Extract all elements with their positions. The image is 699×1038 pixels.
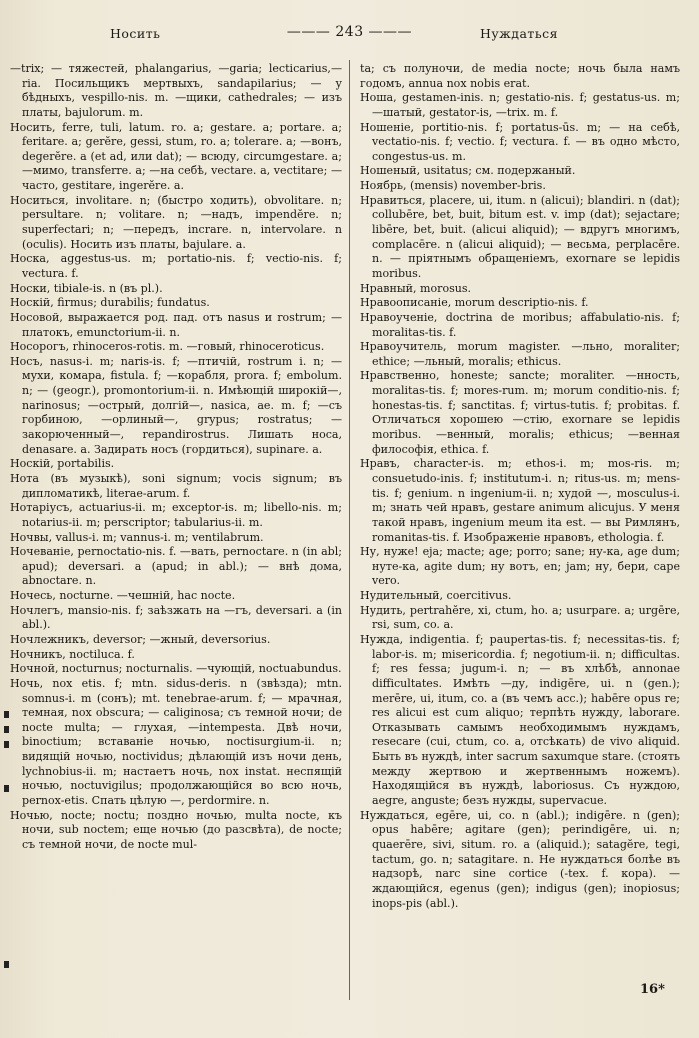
dictionary-entry: Нуждаться, egēre, ui, co. n (abl.); indigēre. n (gen); opus habēre; agitare (gen); perindigēre, ui. n; quaerēre, sivi, situm. ro. a (aliquid.); satagĕre, tegi, tactum, go. n; satagitare. n. Не нуждаться болѣе въ надзорѣ, narc sine cortice (-tex. f. кора). —ждающійся, egenus (gen); indigus (gen); inopiosus; inops-pis (abl.). [360, 808, 680, 910]
dictionary-entry: Ночной, nocturnus; nocturnalis. —чующій, noctuabundus. [10, 662, 342, 676]
dictionary-entry: Нравственно, honeste; sancte; moraliter. —нность, moralitas-tis. f; mores-rum. m; morum conditio-nis. f; honestas-tis. f; sanctitas. f; virtus-tutis. f; probitas. f. Отличаться хорошею —стію, exornare se lepidis moribus. —венный, moralis; ethicus; —венная философія, ethica. f. [360, 369, 680, 456]
dictionary-entry: Ночь, nox etis. f; mtn. sidus-deris. n (звѣзда); mtn. somnus-i. m (сонъ); mt. tenebrae-arum. f; — мрачная, темная, nox obscura; — caliginosa; съ темной ночи; de nocte multa; — глухая, —intempesta. Двѣ ночи, binoctium; вставаніе ночью, noctisurgium-ii. n; видящій ночью, noctividus; дѣлающій изъ ночи день, lychnobius-ii. m; настаетъ ночь, nox instat. неспящій ночью, noctuvigilus; продолжающійся во всю ночь, pernox-etis. Спать цѣлую —, perdormire. n. [10, 676, 342, 808]
dictionary-entry: Носовой, выражается род. пад. отъ nasus и rostrum; — платокъ, emunctorium-ii. n. [10, 310, 342, 339]
dictionary-entry: Нравный, morosus. [360, 281, 472, 295]
header-right-word: Нуждаться [480, 26, 559, 41]
dictionary-entry: —trix; — тяжестей, phalangarius, —garia; lecticarius,—ria. Посильщикъ мертвыхъ, sandapilarius; — у бѣдныхъ, vespillo-nis. m. —щики, cathedrales; — изъ платы, bajulorum. m. [10, 62, 342, 119]
margin-mark [4, 711, 9, 718]
dictionary-entry: Носки, tibiale-is. n (въ pl.). [10, 281, 163, 295]
signature-mark: 16* [640, 982, 665, 997]
dictionary-entry: Ношеніе, portitio-nis. f; portatus-ūs. m; — на себѣ, vectatio-nis. f; vectio. f; vectura. f. — въ одно мѣсто, congestus-us. m. [360, 120, 680, 163]
dictionary-entry: Ночеваніе, pernoctatio-nis. f. —вать, pernoctare. n (in abl; apud); deversari. a (apud; in abl.); — внѣ дома, abnoctare. n. [10, 545, 342, 588]
margin-mark [4, 785, 9, 792]
dictionary-entry: Носиться, involitare. n; (быстро ходить), obvolitare. n; persultare. n; volitare. n; —надъ, impendĕre. n; superfectari; n; —передъ, incrare. n, intervolare. n (oculis). Носить изъ платы, bajulare. a. [10, 193, 342, 251]
dictionary-entry: Нравъ, character-is. m; ethos-i. m; mos-ris. m; consuetudo-inis. f; institutum-i. n; ritus-us. m; mens-tis. f; genium. n ingenium-ii. n; худой —, mosculus-i. m; знать чей нравъ, gestare animum alicujus. У меня такой нравъ, ingenium meum ita est. — вы Римлянъ, romanitas-tis. f. Изображеніе нравовъ, ethologia. f. [360, 457, 680, 544]
dictionary-entry: Нужда, indigentia. f; paupertas-tis. f; necessitas-tis. f; labor-is. m; misericordia. f; negotium-ii. n; difficultas. f; res fessa; jugum-i. n; — въ хлѣбѣ, annonae difficultates. Имѣть —ду, indigēre, ui. n (gen.); merēre, ui, itum, co. a (въ чемъ acc.); habēre opus re; res alicui est cum aliquo; терпѣть нужду, laborare. Отказывать самымъ необходимымъ нуждамъ, resecare (cui, ctum, co. a, отсѣкать) de vivo aliquid. Быть въ нуждѣ, inter sacrum saxumque stare. (стоять между жертвою и жертвеннымъ ножемъ). Находящійся въ нуждѣ, laboriosus. Съ нуждою, aegre, anguste; безъ нужды, supervacue. [360, 632, 680, 808]
dictionary-entry: Нудительный, coercitivus. [360, 589, 512, 603]
column-divider [349, 60, 350, 1000]
right-column [360, 62, 680, 911]
margin-mark [4, 961, 9, 968]
dictionary-entry: Нота (въ музыкѣ), soni signum; vocis signum; въ дипломатикѣ, literae-arum. f. [10, 471, 342, 500]
dictionary-entry: Ну, нуже! eja; macte; age; porro; sane; ну-ка, age dum; нуте-ка, agite dum; ну вотъ, en; jam; ну, бери, cape vero. [360, 545, 680, 588]
dictionary-entry: Ношеный, usitatus; см. подержаный. [360, 164, 576, 178]
dictionary-entry: Ночью, nocte; noctu; поздно ночью, multa nocte, къ ночи, sub noctem; еще ночью (до разсвѣта), de nocte; съ темной ночи, de nocte mul- [10, 808, 342, 851]
dictionary-entry: Ноябрь, (mensis) november-bris. [360, 179, 546, 193]
margin-mark [4, 741, 9, 748]
left-column [10, 62, 342, 853]
dictionary-entry: Нудить, pertrahĕre, xi, ctum, ho. a; usurpare. a; urgēre, rsi, sum, co. a. [360, 603, 680, 632]
dictionary-entry: Ночлегъ, mansio-nis. f; заѣзжать на —гъ, deversari. a (in abl.). [10, 603, 342, 632]
dictionary-entry: Нравиться, placere, ui, itum. n (alicui); blandiri. n (dat); collubēre, bet, buit, bitum est. v. imp (dat); sejactare; libēre, bet, buit. (alicui aliquid); — вдругъ многимъ, complacēre. n (alicui aliquid); — весьма, perplacēre. n. — пріятнымъ обращеніемъ, exornare se lepidis moribus. [360, 193, 680, 280]
dictionary-entry: Ноша, gestamen-inis. n; gestatio-nis. f; gestatus-us. m; —шатый, gestator-is, —trix. m. f. [360, 91, 680, 119]
header-left-word: Носить [110, 26, 161, 41]
dictionary-entry: Ночесь, nocturne. —чешній, hac nocte. [10, 589, 236, 603]
page-number: ——— 243 ——— [286, 24, 413, 40]
dictionary-entry: Ночвы, vallus-i. m; vannus-i. m; ventilabrum. [10, 530, 264, 544]
dictionary-entry: Нотаріусъ, actuarius-ii. m; exceptor-is. m; libello-nis. m; notarius-ii. m; perscriptor; tabularius-ii. m. [10, 501, 342, 529]
dictionary-entry: Нравоописаніе, morum descriptio-nis. f. [360, 296, 589, 310]
dictionary-entry: Носка, aggestus-us. m; portatio-nis. f; vectio-nis. f; vectura. f. [10, 252, 342, 280]
dictionary-entry: Носъ, nasus-i. m; naris-is. f; —птичій, rostrum i. n; —мухи, комара, fistula. f; —корабля, prora. f; embolum. n; — (geogr.), promontorium-ii. n. Имѣющій широкій—, narinosus; —острый, долгій—, nasica, ae. m. f; —съ горбиною, —орлиный—, grypus; rostratus; —закорюченный—, repandirostrus. Лишать носа, denasare. a. Задирать носъ (гордиться), supinare. a. [10, 354, 342, 456]
dictionary-entry: Носкій, firmus; durabilis; fundatus. [10, 296, 210, 310]
dictionary-entry: Ночлежникъ, deversor; —жный, deversorius. [10, 632, 271, 646]
dictionary-entry: Носорогъ, rhinoceros-rotis. m. —говый, rhinoceroticus. [10, 340, 325, 354]
dictionary-entry: Носить, ferre, tuli, latum. ro. a; gestare. a; portare. a; feritare. a; gerĕre, gessi, stum, ro. a; tolerare. a; —вонъ, degerĕre. a (et ad, или dat); — всюду, circumgestare. a; —мимо, transferre. a; —на себѣ, vectare. a, vectitare; — часто, gestitare, ingerĕre. a. [10, 120, 342, 193]
running-header [0, 26, 699, 46]
dictionary-entry: Нравоученіе, doctrina de moribus; affabulatio-nis. f; moralitas-tis. f. [360, 310, 680, 339]
dictionary-entry: Носкій, portabilis. [10, 457, 115, 471]
dictionary-entry: ta; съ полуночи, de media nocte; ночь была намъ годомъ, annua nox nobis erat. [360, 62, 680, 90]
page-number-value: 243 [335, 24, 364, 40]
dictionary-entry: Ночникъ, noctiluca. f. [10, 647, 135, 661]
dictionary-entry: Нравоучитель, morum magister. —льно, moraliter; ethice; —льный, moralis; ethicus. [360, 340, 680, 368]
margin-mark [4, 726, 9, 733]
